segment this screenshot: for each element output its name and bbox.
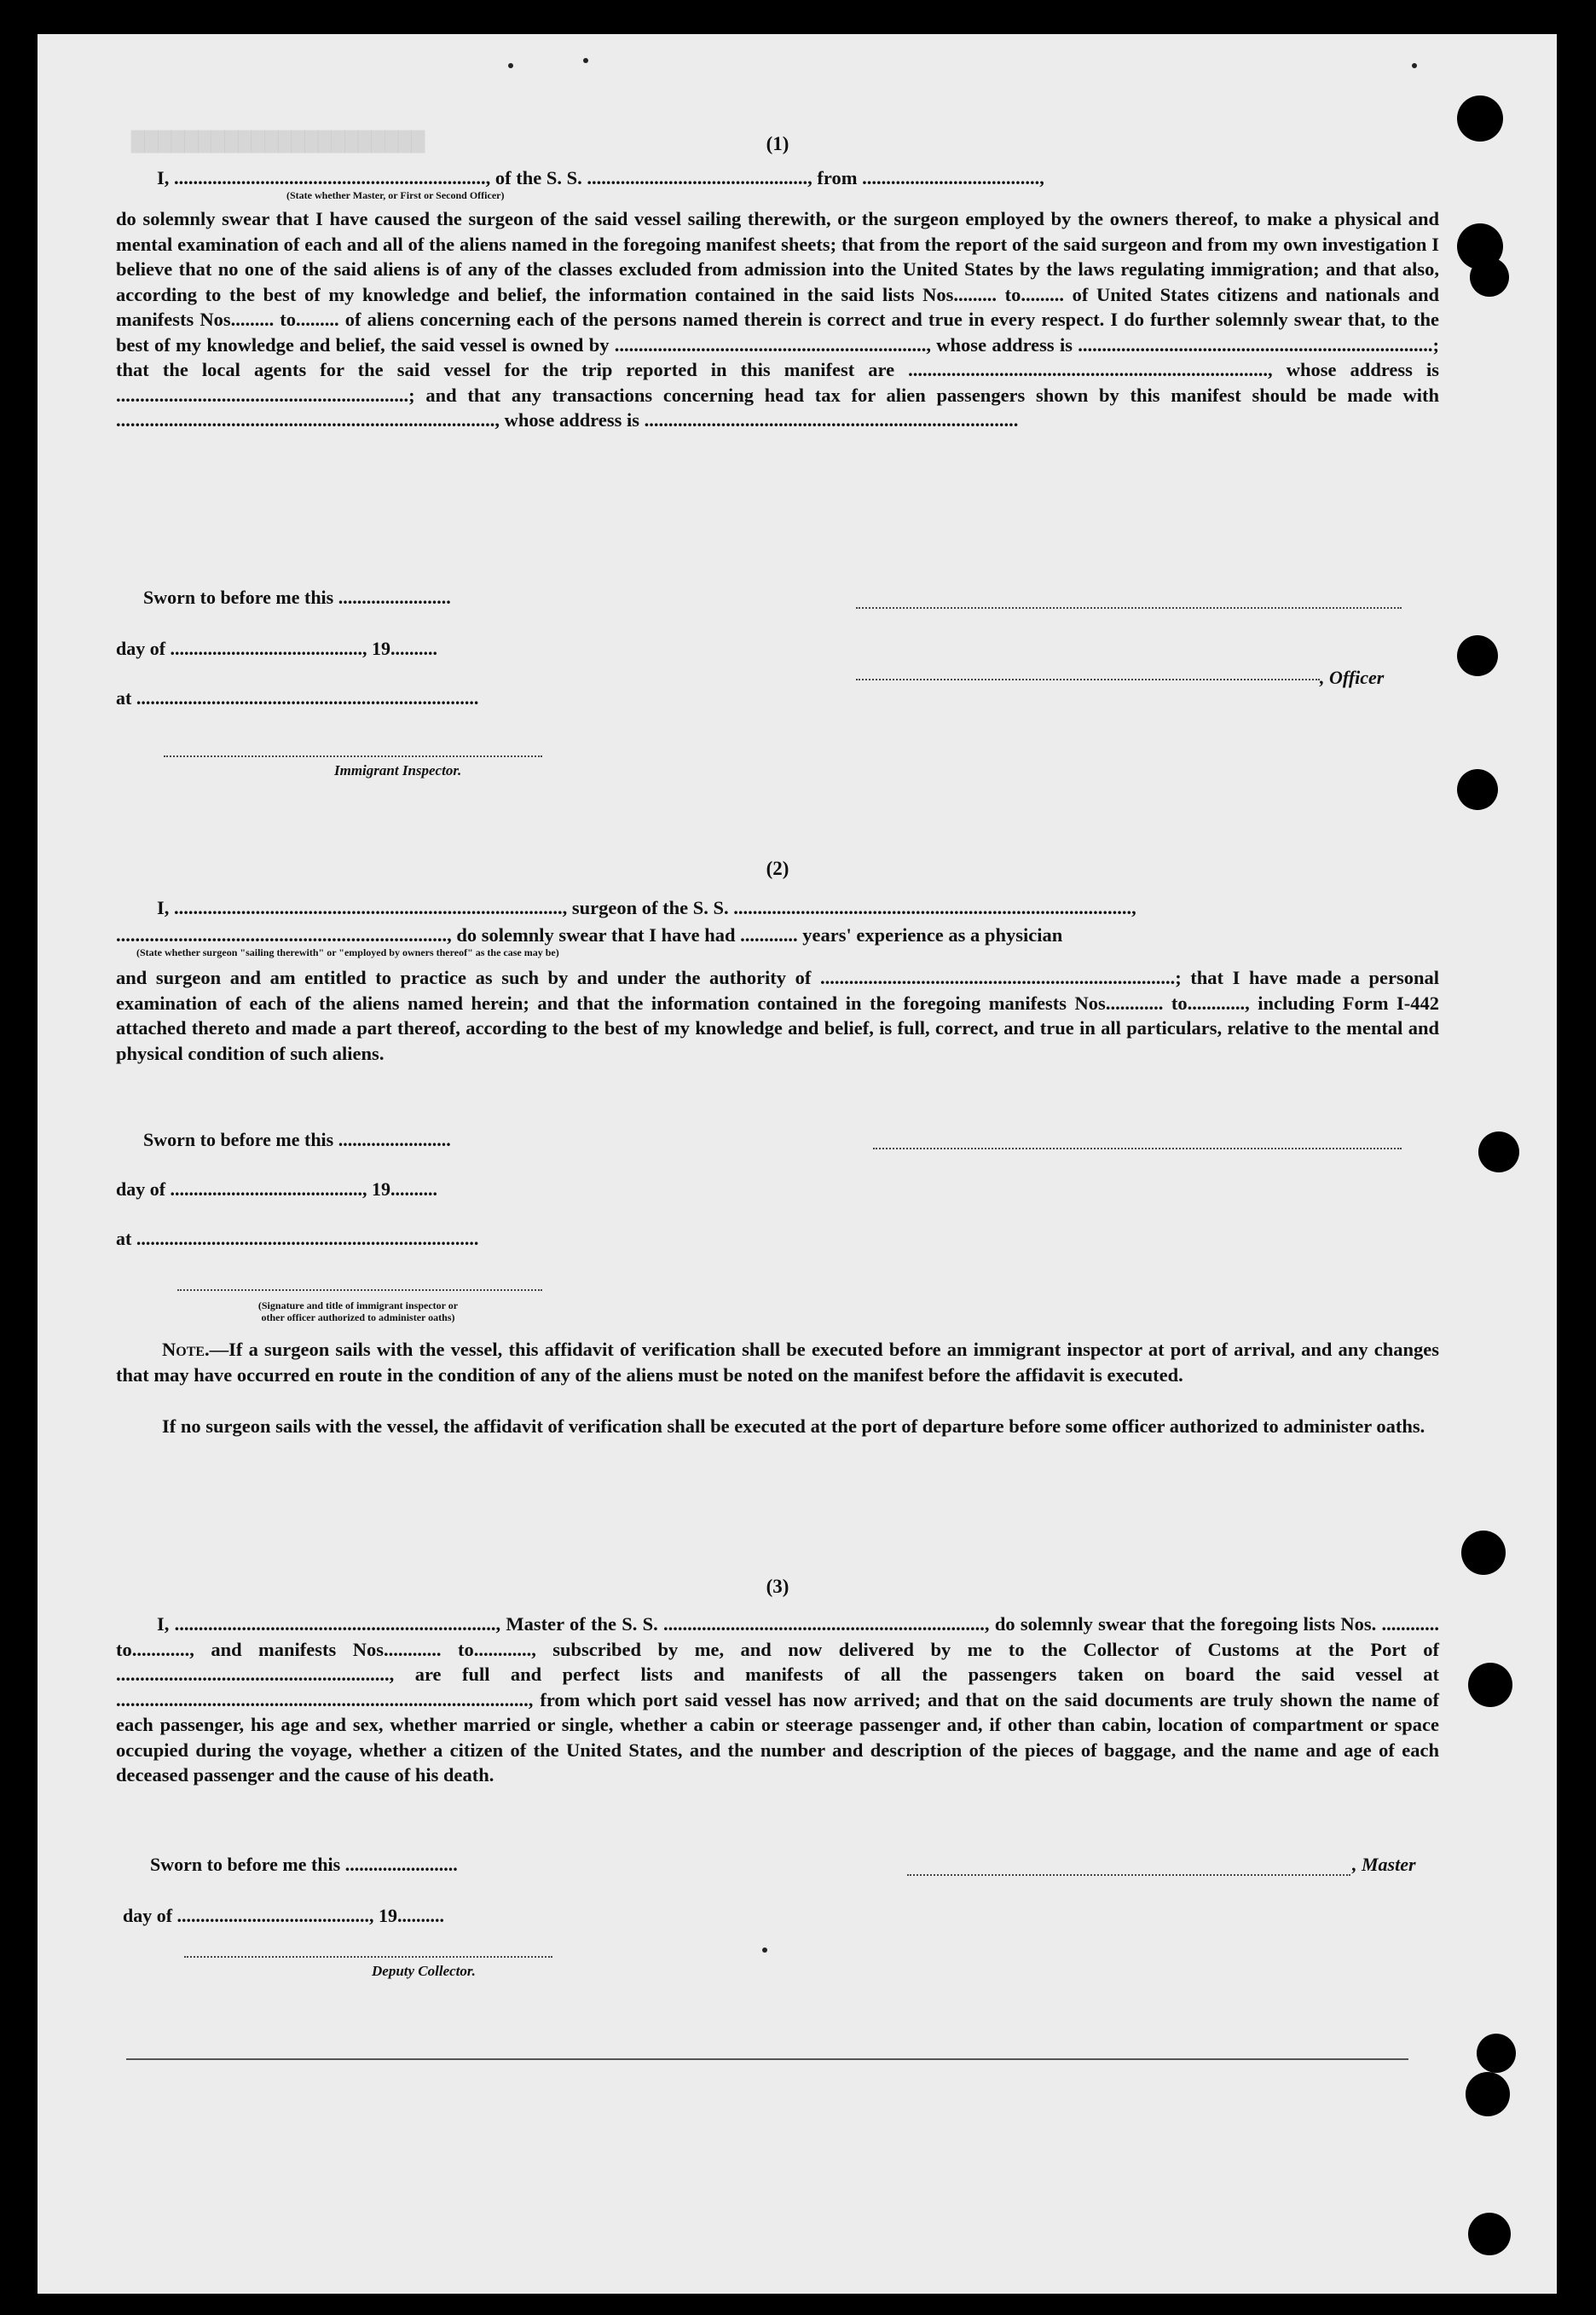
affidavit-1-officer-line	[856, 679, 1320, 680]
affidavit-1-line1-caption: (State whether Master, or First or Second Officer)	[286, 189, 505, 201]
bleed-through-texture: ▇▇▇▇▇▇▇▇▇▇▇▇▇▇▇▇▇▇▇▇▇▇	[131, 128, 425, 153]
punch-hole	[1466, 2072, 1510, 2116]
affidavit-2-day: day of ........................................., 19..........	[116, 1178, 438, 1200]
affidavit-2-line2-caption: (State whether surgeon "sailing therewith" or "employed by owners thereof" as the case may be)	[136, 946, 559, 958]
affidavit-1	[116, 133, 1439, 798]
affidavit-3-master-label: , Master	[1352, 1854, 1416, 1875]
affidavit-2-sig-caption-line2: other officer authorized to administer oaths)	[261, 1311, 455, 1323]
affidavit-2-signature-line	[873, 1148, 1402, 1149]
affidavit-2-body: and surgeon and am entitled to practice as such by and under the authority of ..........................................................................; that I have made a personal examination of each of the aliens named herein; and that the information contained in the foregoing manifests Nos............ to............, including Form I-442 attached thereto and made a part thereof, according to the best of my knowledge and belief, is full, correct, and true in all particulars, relative to the mental and physical condition of such aliens.	[116, 967, 1439, 1064]
affidavit-1-inspector-label: Immigrant Inspector.	[334, 762, 462, 778]
affidavit-1-body: do solemnly swear that I have caused the surgeon of the said vessel sailing therewith, or the surgeon employed by the owners thereof, to make a physical and mental examination of each and all of the aliens named in the foregoing manifest sheets; that from the report of the said surgeon and from my own investigation I believe that no one of the said aliens is of any of the classes excluded from admission into the United States by the laws regulating immigration; and that also, according to the best of my knowledge and belief, the information contained in the said lists Nos......... to......... of United States citizens and nationals and manifests Nos......... to......... of aliens concerning each of the persons named therein is correct and true in every respect. I do further solemnly swear that, to the best of my knowledge and belief, the said vessel is owned by ................................................................., whose address is ..........................................................................; that the local agents for the said vessel for the trip reported in this manifest are ..........................................................................., whose address is .............................................................; and that any transactions concerning head tax for alien passengers shown by this manifest should be made with ..............................................................................., whose address is ..............................................................................	[116, 208, 1439, 431]
affidavit-1-at: at .........................................................................	[116, 687, 479, 709]
affidavit-3-master-line	[907, 1874, 1350, 1876]
form-page	[38, 34, 1557, 2294]
affidavit-2-sig-caption	[188, 1299, 529, 1323]
affidavit-2-note	[116, 1337, 1439, 1387]
affidavit-1-signature-line	[856, 607, 1402, 609]
affidavit-3	[116, 1576, 1439, 2053]
affidavit-3-deputy-label: Deputy Collector.	[372, 1963, 476, 1979]
affidavit-3-heading: (3)	[766, 1576, 789, 1597]
affidavit-2-inspector-line	[177, 1289, 542, 1291]
bottom-rule	[126, 2058, 1408, 2060]
affidavit-2-sig-caption-line1: (Signature and title of immigrant inspector or	[257, 1299, 459, 1311]
affidavit-2-heading: (2)	[766, 858, 789, 879]
ink-speck	[1412, 63, 1417, 68]
note-text: —If a surgeon sails with the vessel, this affidavit of verification shall be executed before an immigrant inspector at port of arrival, and any changes that may have occurred en route in the condition of any of the aliens must be noted on the manifest before the affidavit is executed.	[116, 1339, 1439, 1386]
affidavit-2	[116, 858, 1439, 1523]
affidavit-2-sworn: Sworn to before me this ........................	[143, 1129, 451, 1150]
affidavit-1-inspector-line	[164, 755, 542, 757]
punch-hole	[1468, 1663, 1512, 1707]
affidavit-1-sworn: Sworn to before me this ........................	[143, 587, 451, 608]
affidavit-1-officer-label: , Officer	[1320, 667, 1385, 688]
ink-speck	[508, 63, 513, 68]
ink-speck	[583, 58, 588, 63]
affidavit-3-day: day of ........................................., 19..........	[123, 1905, 445, 1926]
affidavit-3-sworn: Sworn to before me this ........................	[150, 1854, 458, 1875]
affidavit-2-line2: ....................................................................., do solemnly swear that I have had ............ years' experience as a physician	[116, 924, 1063, 946]
punch-hole	[1470, 258, 1509, 297]
affidavit-3-body: I, ..................................................................., Master of the S. S. ..................................................................., do solemnly swear that the foregoing lists Nos. ............ to............, and manifests Nos............ to............, subscribed by me, and now delivered by me to the Collector of Customs at the Port of ........................................................., are full and perfect lists and manifests of all the passengers taken on board the said vessel at ......................................................................................, from which port said vessel has now arrived; and that on the said documents are truly shown the name of each passenger, his age and sex, whether married or single, whether a cabin or steerage passenger and, if other than cabin, location of compartment or space occupied during the voyage, whether a citizen of the United States, and the number and description of the pieces of baggage, and the name and age of each deceased passenger and the cause of his death.	[116, 1613, 1439, 1785]
affidavit-3-deputy-line	[184, 1956, 552, 1958]
punch-hole	[1468, 2213, 1511, 2255]
punch-hole	[1457, 95, 1503, 142]
affidavit-2-at: at .........................................................................	[116, 1228, 479, 1249]
affidavit-2-note2: If no surgeon sails with the vessel, the affidavit of verification shall be executed at the port of departure before some officer authorized to administer oaths.	[162, 1415, 1425, 1437]
affidavit-2-line1: I, ................................................................................., surgeon of the S. S. ...................................................................................,	[157, 897, 1136, 918]
punch-hole	[1477, 2034, 1516, 2073]
affidavit-1-heading: (1)	[766, 133, 789, 154]
affidavit-1-day: day of ........................................., 19..........	[116, 638, 438, 659]
punch-hole	[1461, 1531, 1506, 1575]
punch-hole	[1457, 769, 1498, 810]
note-label: Note.	[162, 1339, 210, 1360]
punch-hole	[1457, 635, 1498, 676]
affidavit-1-line1: I, ................................................................., of the S. S. .............................................., from .....................................,	[157, 167, 1044, 188]
punch-hole	[1478, 1131, 1519, 1172]
